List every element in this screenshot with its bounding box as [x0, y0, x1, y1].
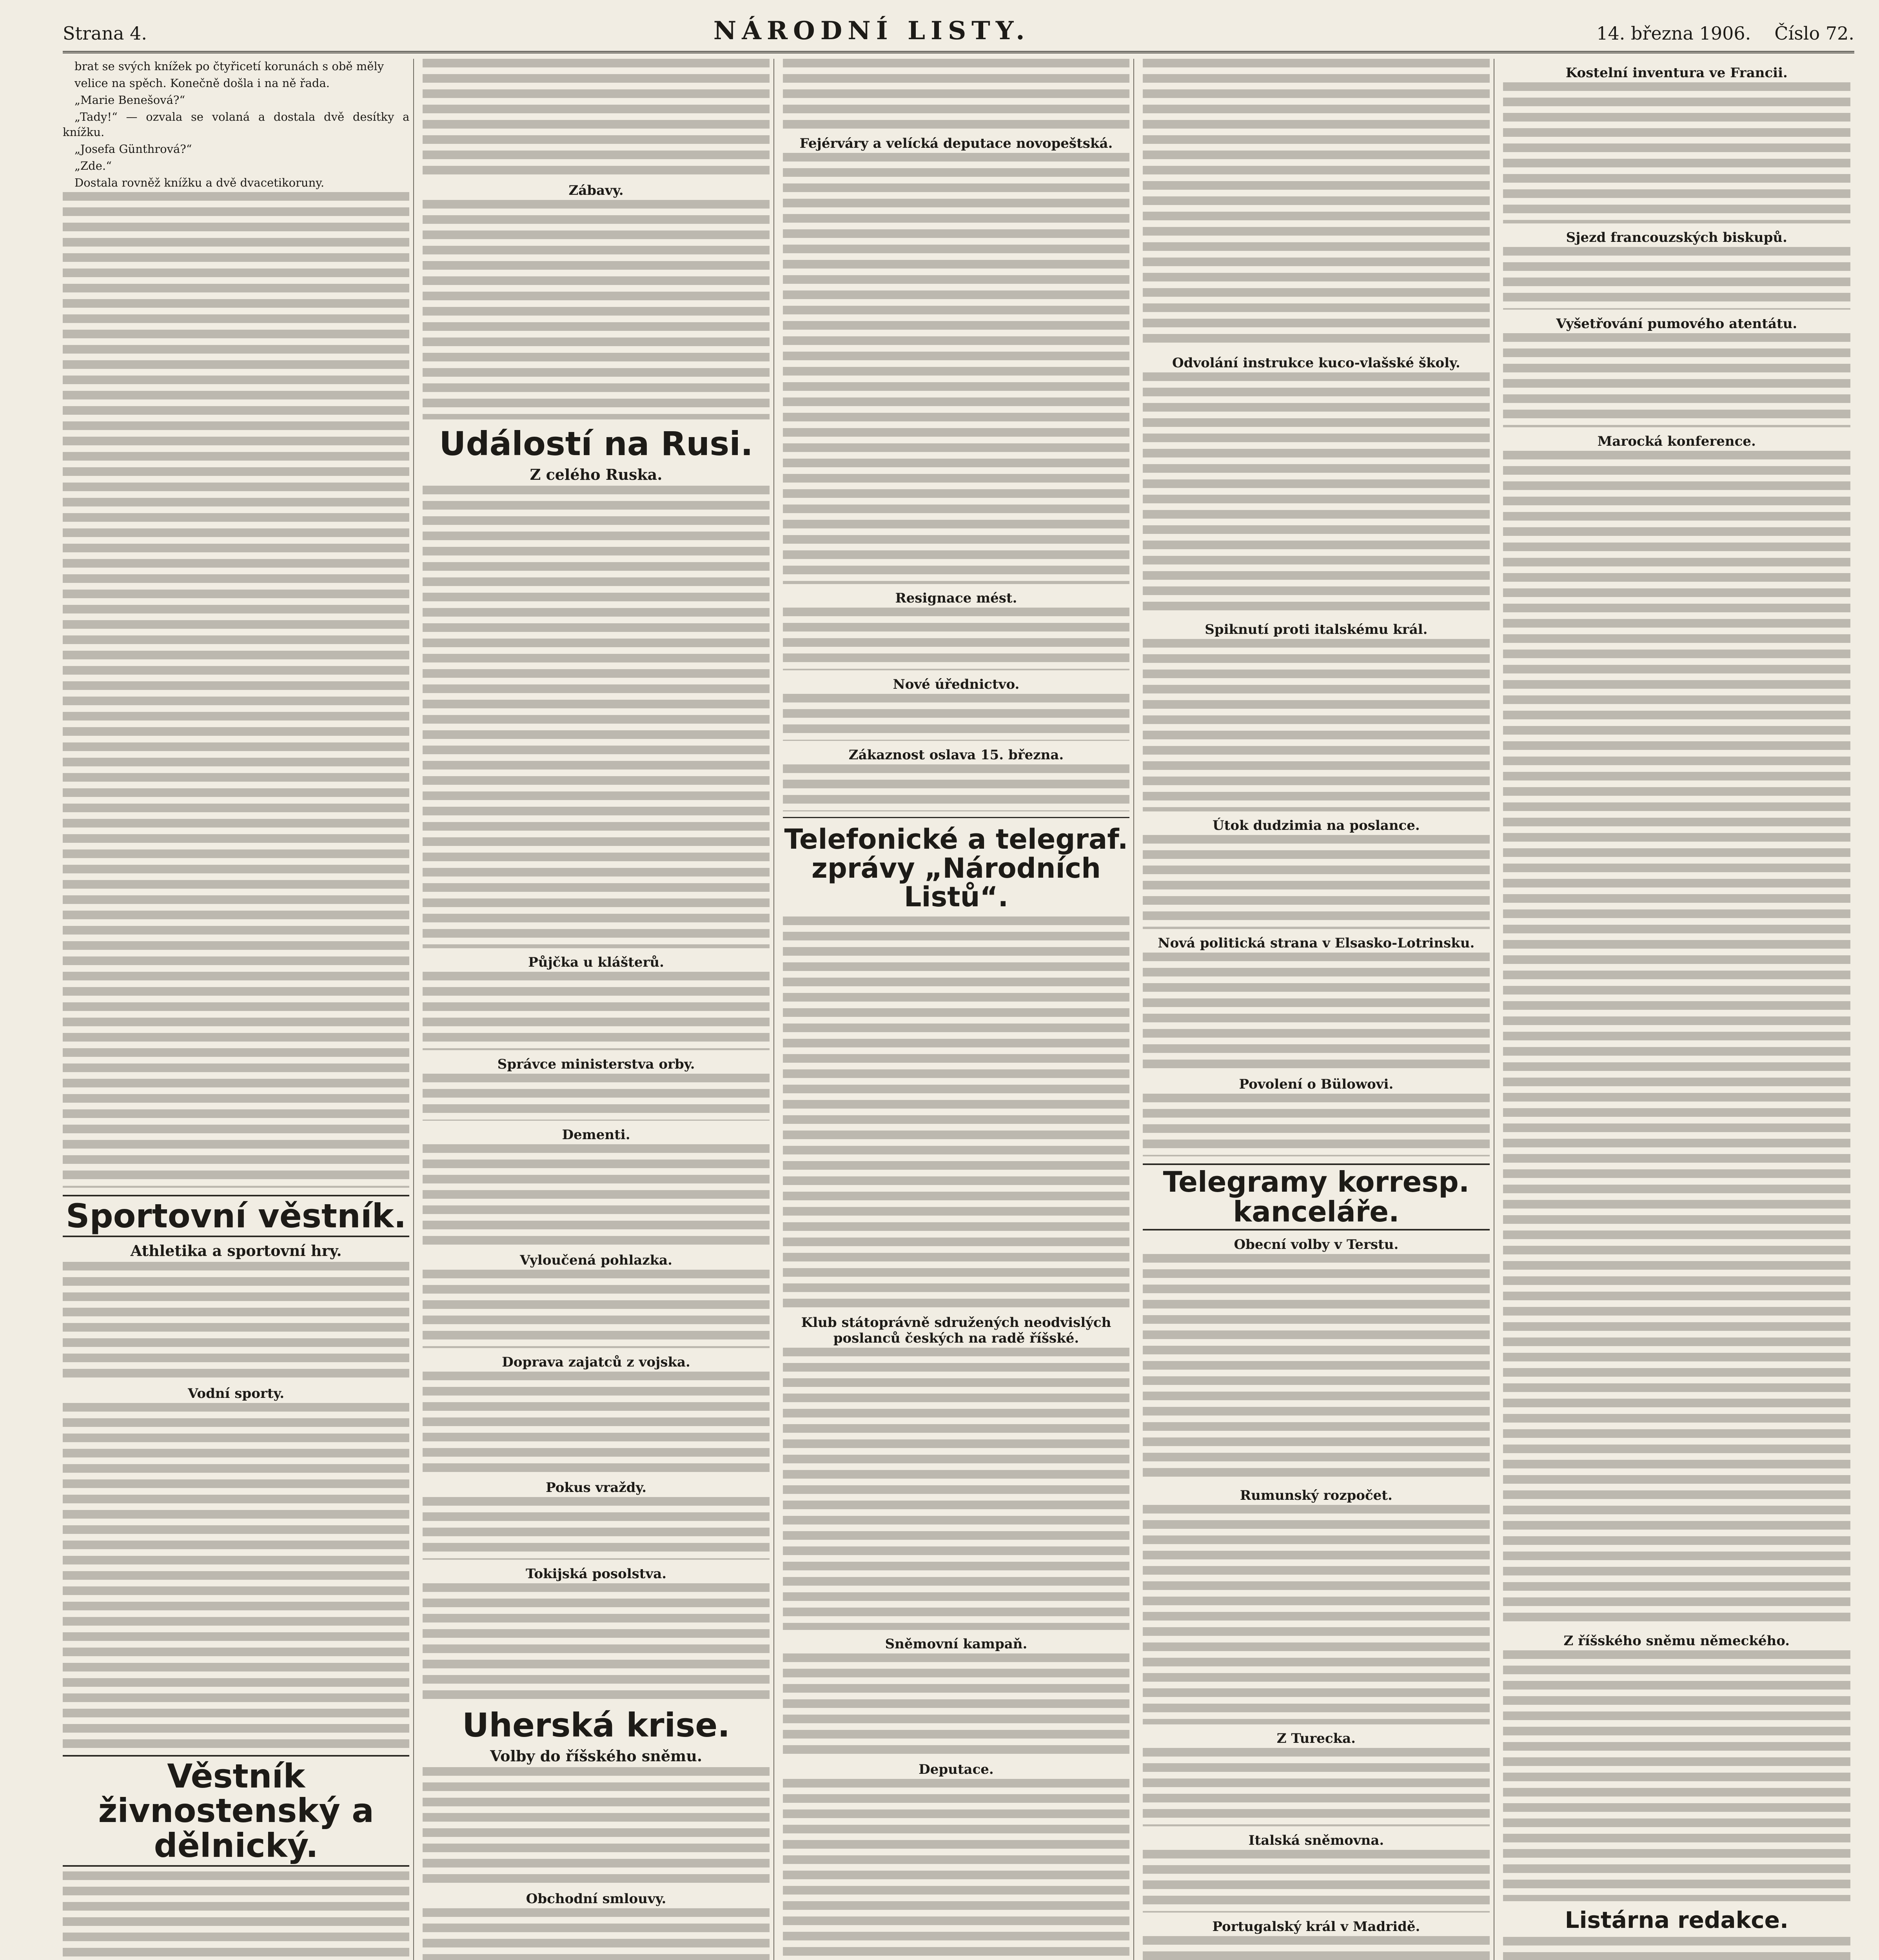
section-title-sport: Sportovní věstník.	[63, 1195, 409, 1237]
article-head: Deputace.	[919, 1761, 994, 1777]
text-block	[63, 192, 409, 1188]
intro-line: „Tady!“ — ozvala se volaná a dostala dvě desítky a knížku.	[63, 110, 410, 139]
subsection-entertainment: Zábavy.	[568, 183, 624, 198]
intro-line: „Zde.“	[74, 159, 112, 172]
text-block	[63, 1871, 409, 1960]
subsection-water-sports: Vodní sporty.	[188, 1386, 285, 1402]
article-head: Nové úřednictvo.	[893, 677, 1020, 692]
text-block	[783, 916, 1129, 1308]
text-block	[63, 1403, 409, 1748]
article-head: Tokijská posolstva.	[526, 1566, 667, 1582]
text-block	[1503, 1937, 1850, 1960]
text-block	[423, 1144, 769, 1246]
page-header	[63, 8, 1854, 53]
intro-line: brat se svých knížek po čtyřicetí korunách s obě měly	[74, 60, 384, 73]
article-head: Portugalský král v Madridě.	[1212, 1919, 1420, 1935]
intro-line: „Josefa Günthrová?“	[74, 142, 192, 156]
divider	[783, 817, 1129, 818]
text-block	[783, 694, 1129, 741]
text-block	[1503, 247, 1850, 310]
text-block	[423, 1372, 769, 1474]
text-block	[783, 1348, 1129, 1630]
text-block	[423, 59, 769, 176]
text-block	[1143, 1505, 1489, 1724]
intro-line: „Marie Benešová?“	[74, 93, 185, 107]
article-head: Zákaznost oslava 15. března.	[848, 747, 1064, 763]
text-block	[1143, 1094, 1489, 1156]
section-title-redakce: Listárna redakce.	[1565, 1907, 1788, 1933]
text-block	[1143, 1936, 1489, 1960]
article-head: Marocká konference.	[1597, 434, 1756, 449]
article-head: Italská sněmovna.	[1248, 1833, 1384, 1849]
text-block	[1143, 59, 1489, 349]
article-head: Vyloučená pohlazka.	[520, 1252, 673, 1269]
article-head: Kostelní inventura ve Francii.	[1565, 65, 1788, 81]
text-block	[423, 1583, 769, 1701]
intro-line: velice na spěch. Konečně došla i na ně řada.	[74, 76, 330, 90]
article-head: Klub státoprávně sdružených neodvislých poslanců českých na radě říšské.	[801, 1314, 1111, 1346]
section-title-telegraph: Telefonické a telegraf. zprávy „Národních Listů“.	[784, 823, 1128, 913]
article-head: Vyšetřování pumového atentátu.	[1556, 316, 1797, 332]
text-block	[423, 972, 769, 1050]
column-5	[1503, 59, 1854, 1960]
text-block	[783, 608, 1129, 670]
article-head: Doprava zajatců z vojska.	[502, 1354, 690, 1370]
text-block	[783, 1653, 1129, 1755]
text-block	[1143, 953, 1489, 1070]
text-block	[423, 1270, 769, 1348]
article-head: Útok dudzimia na poslance.	[1213, 818, 1420, 833]
article-head: Spiknutí proti italskému král.	[1205, 622, 1428, 637]
article-head: Obchodní smlouvy.	[526, 1891, 666, 1907]
text-block	[63, 1262, 409, 1379]
article-head: Obecní volby v Terstu.	[1234, 1237, 1399, 1253]
section-title-telegrams: Telegramy korresp. kanceláře.	[1143, 1163, 1489, 1230]
text-block	[423, 486, 769, 948]
article-head: Z Turecka.	[1276, 1731, 1356, 1747]
article-head: Sněmovní kampaň.	[885, 1636, 1028, 1652]
text-block	[783, 764, 1129, 811]
column-3	[783, 59, 1134, 1960]
text-block	[423, 1767, 769, 1885]
masthead-title: NÁRODNÍ LISTY.	[713, 16, 1030, 45]
text-block	[1503, 82, 1850, 223]
section-title-hungary: Uherská krise.	[462, 1706, 730, 1745]
subsection-hungary: Volby do říšského sněmu.	[490, 1747, 703, 1765]
issue-info	[1596, 23, 1854, 51]
text-block	[423, 1074, 769, 1121]
column-4	[1143, 59, 1494, 1960]
article-head: Sjezd francouzských biskupů.	[1566, 230, 1787, 245]
text-block	[1143, 372, 1489, 615]
article-head: Správce ministerstva orby.	[497, 1056, 695, 1073]
text-block	[783, 59, 1129, 129]
text-block	[1143, 835, 1489, 929]
text-block	[1143, 1748, 1489, 1826]
text-block	[423, 1497, 769, 1560]
column-1	[63, 59, 414, 1960]
issue-date: 14. března 1906.	[1596, 23, 1751, 44]
article-head: Dementi.	[562, 1127, 630, 1143]
article-head: Rumunský rozpočet.	[1240, 1488, 1392, 1504]
text-block	[1143, 639, 1489, 811]
text-block	[783, 153, 1129, 584]
column-2	[423, 59, 774, 1960]
section-title-russia: Událostí na Rusi.	[439, 425, 753, 463]
text-block	[783, 1779, 1129, 1960]
intro-line: Dostala rovněž knížku a dvě dvacetikoruny.	[74, 176, 325, 189]
text-block	[1503, 451, 1850, 1627]
issue-number: Číslo 72.	[1774, 23, 1854, 44]
text-block	[1503, 333, 1850, 427]
article-head: Povolení o Bülowovi.	[1239, 1076, 1394, 1092]
article-head: Pokus vraždy.	[546, 1480, 647, 1496]
article-head: Z říšského sněmu německého.	[1563, 1633, 1790, 1649]
text-block	[1143, 1254, 1489, 1481]
article-head: Resignace mést.	[895, 590, 1017, 606]
text-block	[1143, 1850, 1489, 1913]
section-title-trade: Věstník živnostenský a dělnický.	[63, 1755, 409, 1867]
article-head: Nová politická strana v Elsasko-Lotrinsku.	[1158, 935, 1475, 951]
columns	[63, 59, 1854, 1960]
subsection-athletics: Athletika a sportovní hry.	[130, 1242, 342, 1260]
article-head: Půjčka u klášterů.	[528, 955, 664, 971]
text-block	[423, 1908, 769, 1960]
text-block	[423, 200, 769, 419]
article-head: Odvolání instrukce kuco-vlašské školy.	[1172, 355, 1460, 371]
text-block	[1503, 1650, 1850, 1901]
article-head: Fejérváry a velícká deputace novopeštská.	[799, 136, 1113, 151]
page-number: Strana 4.	[63, 23, 147, 44]
subsection-russia: Z celého Ruska.	[530, 466, 663, 484]
